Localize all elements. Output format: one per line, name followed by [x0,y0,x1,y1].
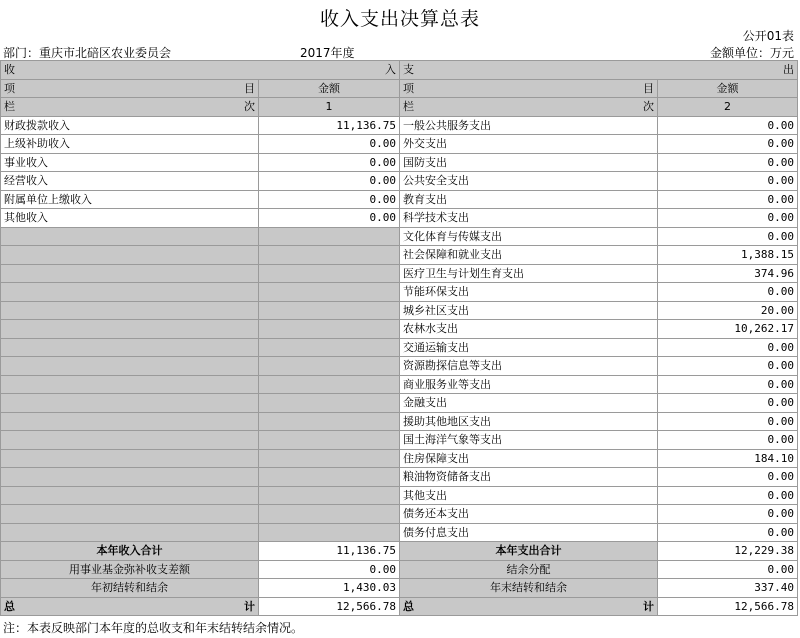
table-row [1,135,798,154]
amount-unit: 金额单位：万元 [709,46,794,60]
income-item-value [259,264,400,283]
table-row [1,246,798,265]
expense-item-value: 0.00 [658,172,798,191]
income-item-value [259,394,400,413]
table-row [1,412,798,431]
table-row [1,523,798,542]
income-item-name [1,338,259,357]
income-item-name [1,505,259,524]
income-item-name [1,320,259,339]
expense-item-value: 0.00 [658,412,798,431]
expense-item-value: 0.00 [658,375,798,394]
expense-item-name: 一般公共服务支出 [400,116,658,135]
expense-item-name: 农林水支出 [400,320,658,339]
expense-item-name: 住房保障支出 [400,449,658,468]
expense-item-value: 0.00 [658,227,798,246]
expense-item-name: 粮油物资储备支出 [400,468,658,487]
income-item-value: 0.00 [259,172,400,191]
income-item-name: 附属单位上缴收入 [1,190,259,209]
expense-item-value: 0.00 [658,505,798,524]
expense-item-name: 交通运输支出 [400,338,658,357]
table-row [1,338,798,357]
income-item-name: 事业收入 [1,153,259,172]
expense-item-value: 374.96 [658,264,798,283]
begin-balance-value: 1,430.03 [259,579,400,598]
table-row [1,209,798,228]
table-row [1,505,798,524]
col-label-right: 栏 次 [400,98,658,117]
expense-item-value: 184.10 [658,449,798,468]
grand-total-value-left: 12,566.78 [259,597,400,616]
income-item-name [1,264,259,283]
income-item-name [1,357,259,376]
fund-row [1,560,798,579]
summary-body [1,542,798,616]
total-row [1,542,798,561]
column-number-row [1,98,798,117]
income-item-value [259,246,400,265]
expense-item-value: 0.00 [658,523,798,542]
table-row [1,468,798,487]
income-item-value [259,320,400,339]
table-row [1,172,798,191]
table-row [1,431,798,450]
income-item-value: 0.00 [259,209,400,228]
expense-item-name: 金融支出 [400,394,658,413]
begin-balance-label: 年初结转和结余 [1,579,259,598]
amount-header-left: 金额 [259,79,400,98]
income-item-name: 财政拨款收入 [1,116,259,135]
col-number-left: 1 [259,98,400,117]
expense-item-value: 0.00 [658,190,798,209]
expense-item-value: 0.00 [658,486,798,505]
income-item-value: 0.00 [259,190,400,209]
income-total-value: 11,136.75 [259,542,400,561]
expense-item-name: 文化体育与传媒支出 [400,227,658,246]
table-row [1,264,798,283]
expense-item-value: 0.00 [658,153,798,172]
expense-item-name: 外交支出 [400,135,658,154]
income-item-name [1,246,259,265]
income-item-value [259,412,400,431]
end-balance-label: 年末结转和结余 [400,579,658,598]
expense-item-name: 国防支出 [400,153,658,172]
income-item-name [1,431,259,450]
expense-item-value: 0.00 [658,116,798,135]
income-item-value [259,523,400,542]
expense-item-value: 0.00 [658,135,798,154]
section-header-row [1,61,798,80]
expense-item-name: 社会保障和就业支出 [400,246,658,265]
fund-value: 0.00 [259,560,400,579]
expense-item-value: 1,388.15 [658,246,798,265]
expense-item-value: 0.00 [658,468,798,487]
table-body [1,61,798,542]
expense-item-name: 资源勘探信息等支出 [400,357,658,376]
carryover-row [1,579,798,598]
expense-item-value: 20.00 [658,301,798,320]
income-item-name [1,449,259,468]
allocation-value: 0.00 [658,560,798,579]
income-item-name [1,468,259,487]
expense-item-name: 债务付息支出 [400,523,658,542]
item-header-left: 项 目 [1,79,259,98]
expense-item-name: 商业服务业等支出 [400,375,658,394]
table-row [1,283,798,302]
column-header-row [1,79,798,98]
table-row [1,375,798,394]
expense-item-name: 教育支出 [400,190,658,209]
table-row [1,227,798,246]
income-item-value: 0.00 [259,153,400,172]
income-item-name [1,486,259,505]
income-section-header: 收 入 [1,61,400,80]
table-row [1,190,798,209]
expense-total-label: 本年支出合计 [400,542,658,561]
table-row [1,449,798,468]
income-item-value [259,431,400,450]
grand-total-label-right: 总 计 [400,597,658,616]
expense-item-value: 0.00 [658,283,798,302]
expense-item-name: 医疗卫生与计划生育支出 [400,264,658,283]
expense-item-value: 0.00 [658,431,798,450]
item-header-right: 项 目 [400,79,658,98]
income-item-name: 上级补助收入 [1,135,259,154]
income-item-value [259,227,400,246]
allocation-label: 结余分配 [400,560,658,579]
income-item-value [259,468,400,487]
income-item-name: 其他收入 [1,209,259,228]
form-code: 公开01表 [742,29,794,43]
expense-section-header: 支 出 [400,61,798,80]
expense-item-name: 国土海洋气象等支出 [400,431,658,450]
fund-label: 用事业基金弥补收支差额 [1,560,259,579]
expense-item-name: 公共安全支出 [400,172,658,191]
footnote: 注：本表反映部门本年度的总收支和年末结转结余情况。 [3,621,304,635]
income-item-value [259,505,400,524]
expense-item-value: 0.00 [658,394,798,413]
department-label: 部门：重庆市北碚区农业委员会 [3,46,172,60]
col-label-left: 栏 次 [1,98,259,117]
income-item-value: 11,136.75 [259,116,400,135]
income-item-name [1,375,259,394]
expense-item-value: 10,262.17 [658,320,798,339]
income-item-name [1,283,259,302]
expense-item-value: 0.00 [658,357,798,376]
income-item-value [259,486,400,505]
expense-item-name: 节能环保支出 [400,283,658,302]
income-item-name [1,412,259,431]
income-item-value [259,357,400,376]
table-row [1,486,798,505]
income-item-value [259,283,400,302]
income-expense-table [0,60,798,616]
expense-total-value: 12,229.38 [658,542,798,561]
income-item-value: 0.00 [259,135,400,154]
end-balance-value: 337.40 [658,579,798,598]
income-item-value [259,375,400,394]
expense-item-name: 债务还本支出 [400,505,658,524]
table-row [1,394,798,413]
grand-total-row [1,597,798,616]
report-title: 收入支出决算总表 [319,8,480,30]
grand-total-label-left: 总 计 [1,597,259,616]
table-row [1,116,798,135]
expense-item-name: 其他支出 [400,486,658,505]
income-item-value [259,449,400,468]
expense-item-name: 援助其他地区支出 [400,412,658,431]
expense-item-value: 0.00 [658,338,798,357]
income-item-name [1,523,259,542]
grand-total-value-right: 12,566.78 [658,597,798,616]
report-year: 2017年度 [300,46,355,60]
income-item-name [1,227,259,246]
income-item-name [1,394,259,413]
expense-item-name: 城乡社区支出 [400,301,658,320]
table-row [1,301,798,320]
amount-header-right: 金额 [658,79,798,98]
expense-item-name: 科学技术支出 [400,209,658,228]
col-number-right: 2 [658,98,798,117]
table-row [1,357,798,376]
income-item-value [259,338,400,357]
table-row [1,320,798,339]
table-row [1,153,798,172]
income-item-value [259,301,400,320]
income-item-name [1,301,259,320]
income-item-name: 经营收入 [1,172,259,191]
income-total-label: 本年收入合计 [1,542,259,561]
expense-item-value: 0.00 [658,209,798,228]
